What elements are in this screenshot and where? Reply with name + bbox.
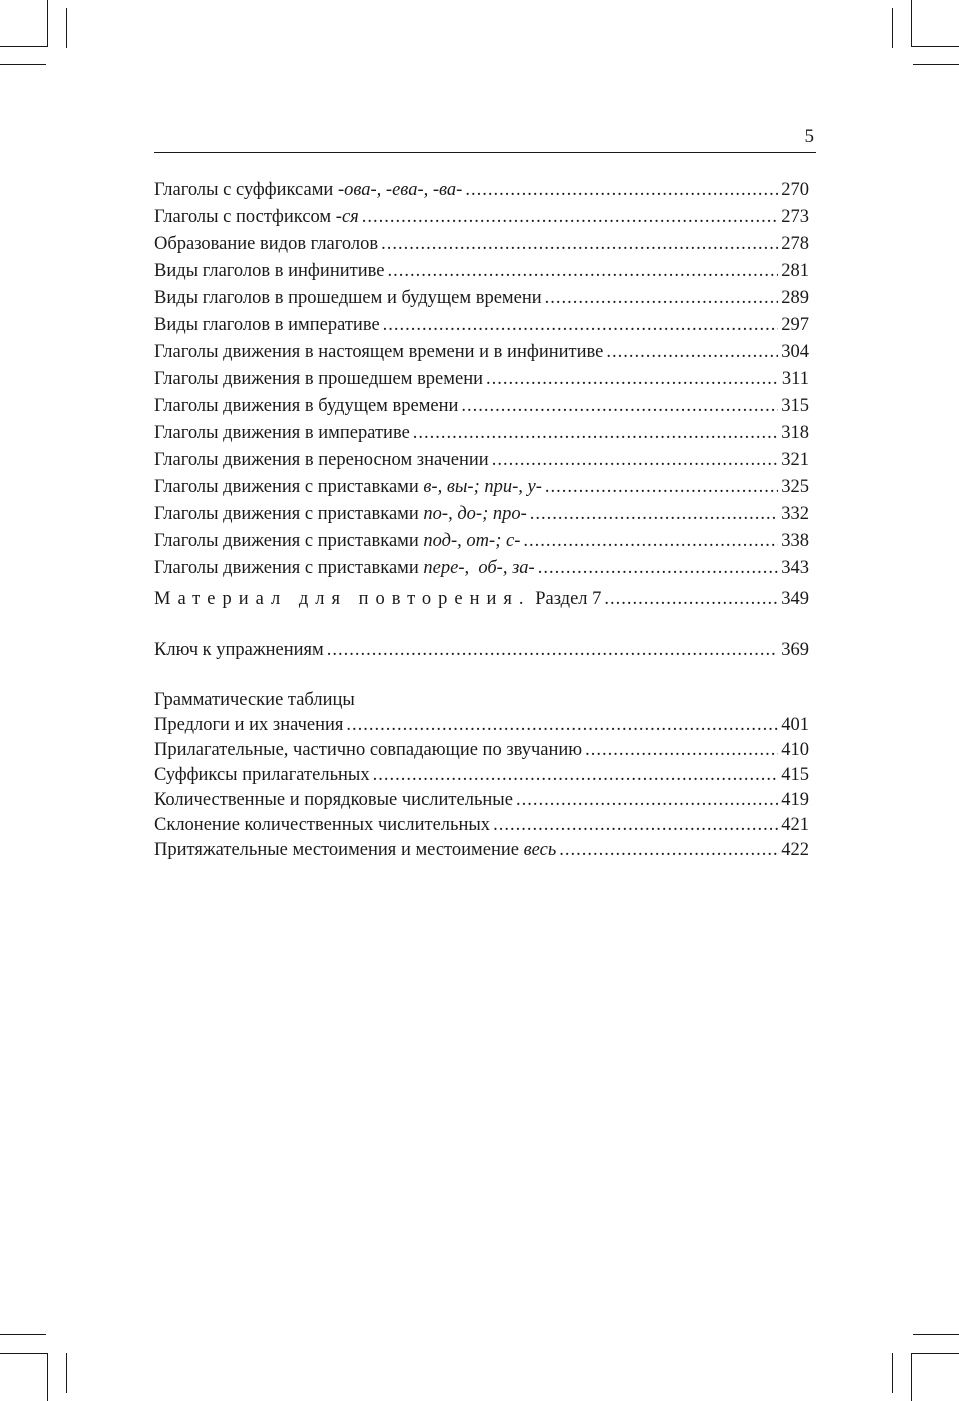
toc-page: 281 — [781, 261, 809, 281]
leader-dots — [538, 558, 779, 579]
toc-page: 273 — [781, 207, 809, 227]
header-rule — [154, 152, 816, 153]
toc-entry — [154, 790, 809, 815]
leader-dots — [516, 790, 778, 811]
toc-page: 332 — [781, 504, 809, 524]
toc-page: 270 — [781, 180, 809, 200]
leader-dots — [387, 261, 778, 282]
toc-title: Глаголы с постфиксом — [154, 207, 336, 227]
leader-dots — [461, 396, 778, 417]
crop-mark — [911, 46, 959, 47]
leader-dots — [523, 531, 778, 552]
toc-title: Глаголы движения с приставками — [154, 558, 424, 578]
toc-entry — [154, 815, 809, 840]
leader-dots — [493, 815, 778, 836]
leader-dots — [327, 640, 778, 661]
toc-title: Ключ к упражнениям — [154, 640, 324, 660]
leader-dots — [606, 342, 778, 363]
toc-entry — [154, 261, 809, 288]
toc-title: Глаголы движения в переносном значении — [154, 450, 489, 470]
toc-title: Виды глаголов в инфинитиве — [154, 261, 385, 281]
toc-page: 289 — [781, 288, 809, 308]
toc-title: Суффиксы прилагательных — [154, 765, 370, 785]
toc-title: Глаголы движения с приставками — [154, 531, 424, 551]
toc-title: Глаголы движения в будущем времени — [154, 396, 459, 416]
crop-mark — [911, 1353, 912, 1401]
toc-page: 410 — [781, 740, 809, 760]
leader-dots — [545, 477, 778, 498]
toc-title-italic: под-, от-; с- — [423, 531, 521, 551]
toc-entry — [154, 180, 809, 207]
toc-page: 338 — [781, 531, 809, 551]
toc-title-italic: в-, вы-; при-, у- — [423, 477, 542, 497]
toc-title: Предлоги и их значения — [154, 715, 344, 735]
leader-dots — [346, 715, 778, 736]
toc-page: 349 — [781, 589, 809, 609]
leader-dots — [492, 450, 779, 471]
toc-page: 369 — [781, 640, 809, 660]
leader-dots — [381, 234, 778, 255]
page-number: 5 — [804, 126, 814, 147]
toc-title: Глаголы с суффиксами — [154, 180, 338, 200]
table-of-contents — [154, 180, 809, 865]
leader-dots — [585, 740, 778, 761]
toc-title: Глаголы движения с приставками — [154, 477, 424, 497]
leader-dots — [362, 207, 778, 228]
toc-entry — [154, 840, 809, 865]
leader-dots — [545, 288, 779, 309]
toc-page: 419 — [781, 790, 809, 810]
toc-title: Глаголы движения с приставками — [154, 504, 424, 524]
toc-page: 315 — [781, 396, 809, 416]
toc-title-italic: -ова-, -ева-, -ва- — [337, 180, 463, 200]
toc-title: Количественные и порядковые числительные — [154, 790, 513, 810]
toc-title: Глаголы движения в настоящем времени и в инфинитиве — [154, 342, 604, 362]
crop-mark — [66, 1353, 67, 1393]
review-spaced: Материал для повторения. — [154, 589, 531, 609]
leader-dots — [465, 180, 778, 201]
crop-mark — [66, 8, 67, 48]
crop-mark — [0, 1334, 46, 1335]
toc-entry — [154, 207, 809, 234]
crop-mark — [911, 1353, 959, 1354]
toc-title-italic: -ся — [335, 207, 359, 227]
toc-entry — [154, 531, 809, 558]
toc-page: 318 — [781, 423, 809, 443]
toc-title: Склонение количественных числительных — [154, 815, 491, 835]
toc-entry — [154, 765, 809, 790]
toc-page: 421 — [781, 815, 809, 835]
toc-title-italic: по-, до-; про- — [423, 504, 527, 524]
leader-dots — [486, 369, 779, 390]
toc-entry — [154, 315, 809, 342]
toc-title: Притяжательные местоимения и местоимение — [154, 840, 524, 860]
toc-title: Глаголы движения в прошедшем времени — [154, 369, 483, 389]
toc-entry — [154, 504, 809, 531]
crop-mark — [0, 1353, 48, 1354]
toc-page: 343 — [781, 558, 809, 578]
toc-title-italic: весь — [523, 840, 557, 860]
crop-mark — [892, 1353, 893, 1393]
toc-page: 325 — [781, 477, 809, 497]
toc-page: 311 — [781, 369, 809, 389]
toc-entry — [154, 740, 809, 765]
review-rest: Раздел 7 — [530, 589, 602, 609]
toc-entry — [154, 342, 809, 369]
toc-page: 278 — [781, 234, 809, 254]
leader-dots — [530, 504, 778, 525]
crop-mark — [0, 46, 48, 47]
crop-mark — [47, 1353, 48, 1401]
toc-entry-key — [154, 640, 809, 667]
leader-dots — [604, 589, 778, 610]
toc-section-tables — [154, 715, 809, 865]
toc-section-verbs — [154, 180, 809, 585]
toc-page: 401 — [781, 715, 809, 735]
toc-entry — [154, 288, 809, 315]
toc-entry-review — [154, 589, 809, 616]
crop-mark — [911, 0, 912, 47]
leader-dots — [383, 315, 779, 336]
crop-mark — [913, 1334, 959, 1335]
toc-title: Виды глаголов в прошедшем и будущем времени — [154, 288, 542, 308]
leader-dots — [413, 423, 778, 444]
toc-entry — [154, 234, 809, 261]
toc-entry — [154, 558, 809, 585]
toc-page: 297 — [781, 315, 809, 335]
toc-entry — [154, 423, 809, 450]
toc-entry — [154, 369, 809, 396]
crop-mark — [892, 8, 893, 48]
crop-mark — [0, 64, 46, 65]
toc-page: 415 — [781, 765, 809, 785]
toc-title: Прилагательные, частично совпадающие по звучанию — [154, 740, 583, 760]
toc-title: Образование видов глаголов — [154, 234, 379, 254]
leader-dots — [373, 765, 779, 786]
toc-page: 321 — [781, 450, 809, 470]
toc-entry — [154, 450, 809, 477]
toc-page: 304 — [781, 342, 809, 362]
crop-mark — [913, 64, 959, 65]
toc-title-italic: пере-, об-, за- — [423, 558, 535, 578]
crop-mark — [47, 0, 48, 47]
leader-dots — [559, 840, 778, 861]
toc-title: Глаголы движения в императиве — [154, 423, 410, 443]
toc-title: Виды глаголов в императиве — [154, 315, 380, 335]
toc-entry — [154, 396, 809, 423]
toc-entry — [154, 715, 809, 740]
toc-page: 422 — [781, 840, 809, 860]
toc-entry — [154, 477, 809, 504]
tables-heading: Грамматические таблицы — [154, 690, 355, 710]
